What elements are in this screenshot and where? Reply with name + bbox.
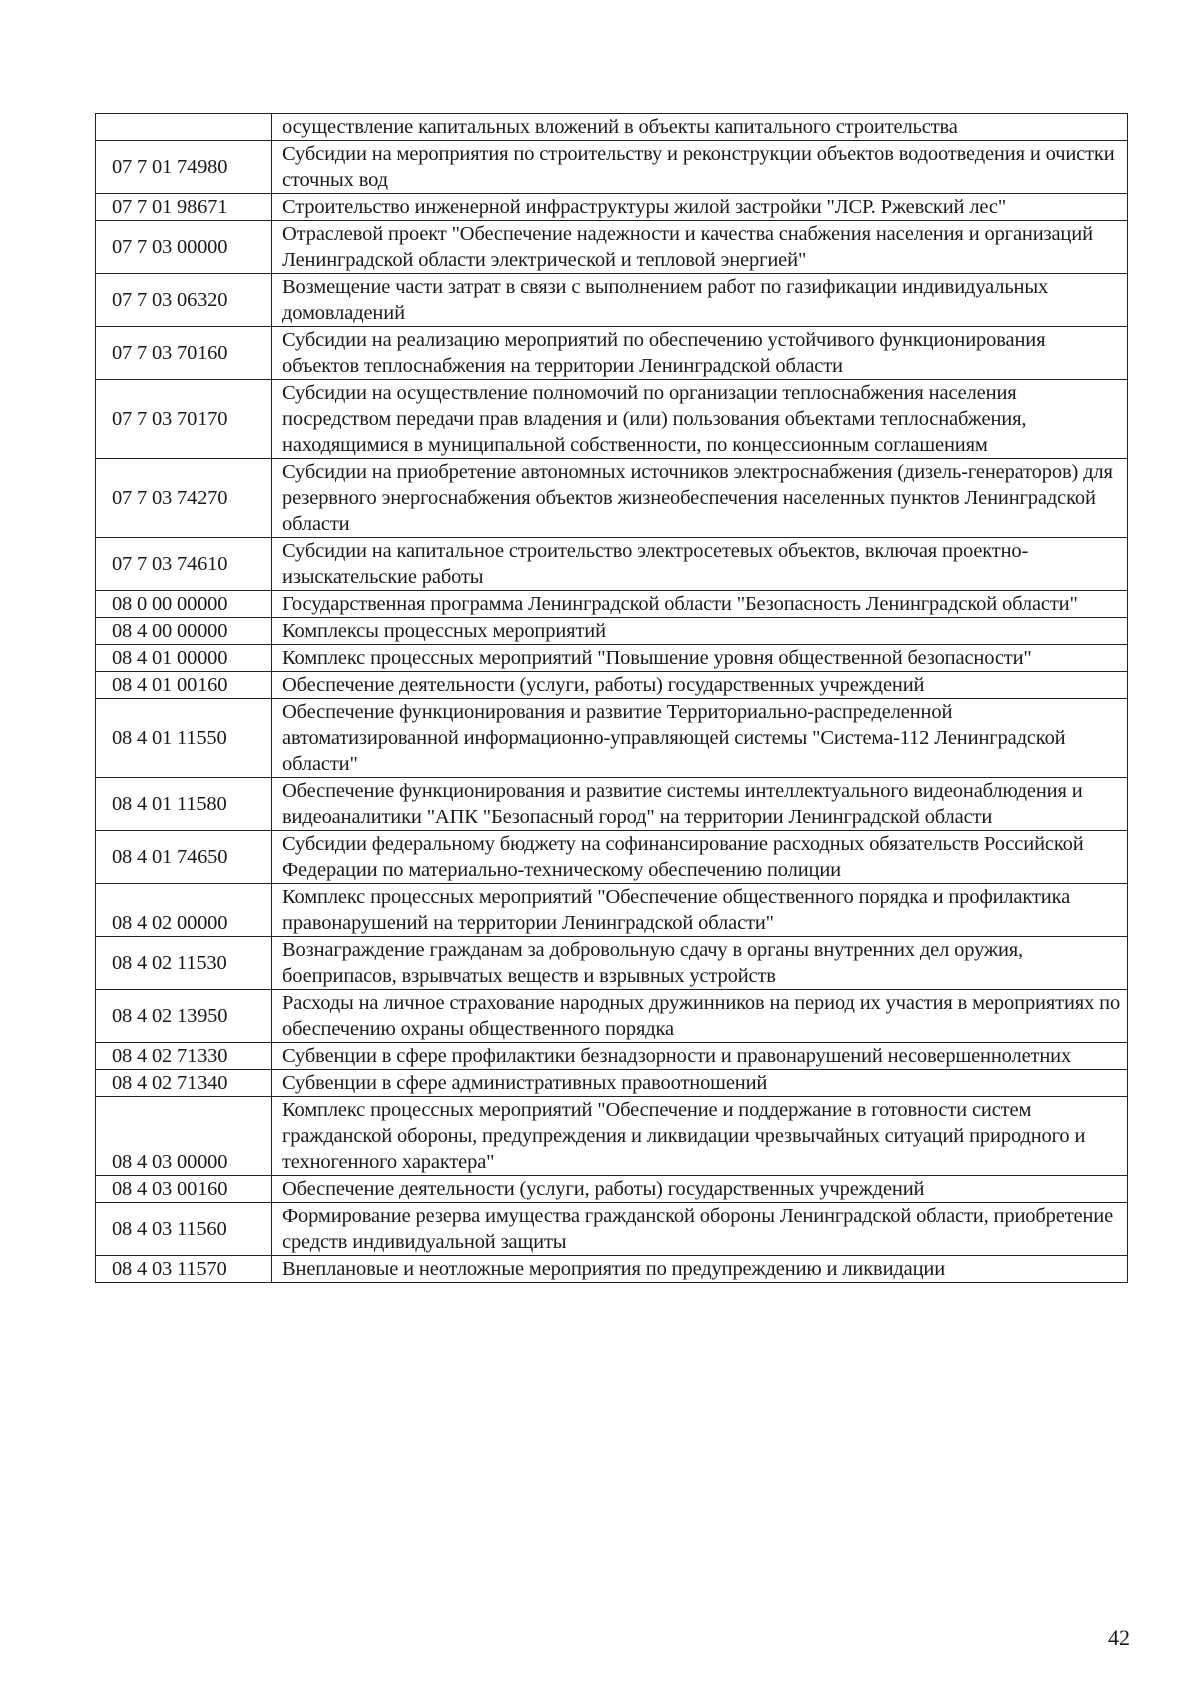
description-cell: Субсидии на осуществление полномочий по организации теплоснабжения населения посредством передачи прав владения и (или) пользования объектами теплоснабжения, находящимися в муниципальной собственности, по концессионным соглашениям — [272, 380, 1128, 459]
table-row — [96, 327, 1128, 380]
description-cell: Государственная программа Ленинградской области "Безопасность Ленинградской области" — [272, 591, 1128, 618]
table-row — [96, 380, 1128, 459]
code-cell: 07 7 01 98671 — [96, 194, 272, 221]
table-row — [96, 459, 1128, 538]
description-cell: Обеспечение деятельности (услуги, работы) государственных учреждений — [272, 672, 1128, 699]
code-cell: 08 4 01 00160 — [96, 672, 272, 699]
code-cell: 08 4 01 11550 — [96, 699, 272, 778]
description-cell: Расходы на личное страхование народных дружинников на период их участия в мероприятиях по обеспечению охраны общественного порядка — [272, 990, 1128, 1043]
description-cell: Комплекс процессных мероприятий "Повышение уровня общественной безопасности" — [272, 645, 1128, 672]
description-cell: Обеспечение функционирования и развитие системы интеллектуального видеонаблюдения и видеоаналитики "АПК "Безопасный город" на территории Ленинградской области — [272, 778, 1128, 831]
table-row — [96, 937, 1128, 990]
code-cell: 07 7 03 00000 — [96, 221, 272, 274]
description-cell: Субсидии на мероприятия по строительству и реконструкции объектов водоотведения и очистки сточных вод — [272, 141, 1128, 194]
table-row — [96, 1203, 1128, 1256]
description-cell: Обеспечение функционирования и развитие Территориально-распределенной автоматизированной информационно-управляющей системы "Система-112 Ленинградской области" — [272, 699, 1128, 778]
description-cell: Комплексы процессных мероприятий — [272, 618, 1128, 645]
code-cell: 08 4 02 71340 — [96, 1070, 272, 1097]
code-cell: 08 4 03 00160 — [96, 1176, 272, 1203]
code-cell: 08 4 02 71330 — [96, 1043, 272, 1070]
table-row — [96, 538, 1128, 591]
code-cell: 07 7 03 06320 — [96, 274, 272, 327]
budget-classification-table — [95, 113, 1128, 1283]
code-cell: 08 4 03 00000 — [96, 1097, 272, 1176]
table-row — [96, 831, 1128, 884]
code-cell: 08 4 00 00000 — [96, 618, 272, 645]
table-row — [96, 645, 1128, 672]
code-cell: 07 7 03 70160 — [96, 327, 272, 380]
table-row — [96, 194, 1128, 221]
description-cell: Субсидии на приобретение автономных источников электроснабжения (дизель-генераторов) для резервного энергоснабжения объектов жизнеобеспечения населенных пунктов Ленинградской области — [272, 459, 1128, 538]
table-row — [96, 221, 1128, 274]
description-cell: Субсидии на реализацию мероприятий по обеспечению устойчивого функционирования объектов теплоснабжения на территории Ленинградской области — [272, 327, 1128, 380]
description-cell: Внеплановые и неотложные мероприятия по предупреждению и ликвидации — [272, 1256, 1128, 1283]
table-row — [96, 699, 1128, 778]
table-row — [96, 1043, 1128, 1070]
description-cell: осуществление капитальных вложений в объекты капитального строительства — [272, 114, 1128, 141]
table-row — [96, 1097, 1128, 1176]
description-cell: Субсидии федеральному бюджету на софинансирование расходных обязательств Российской Федерации по материально-техническому обеспечению полиции — [272, 831, 1128, 884]
code-cell: 08 4 03 11560 — [96, 1203, 272, 1256]
code-cell: 07 7 01 74980 — [96, 141, 272, 194]
table-row — [96, 1176, 1128, 1203]
table-row — [96, 1070, 1128, 1097]
description-cell: Отраслевой проект "Обеспечение надежности и качества снабжения населения и организаций Ленинградской области электрической и тепловой энергией" — [272, 221, 1128, 274]
code-cell: 07 7 03 74270 — [96, 459, 272, 538]
code-cell: 08 4 01 11580 — [96, 778, 272, 831]
table-row — [96, 114, 1128, 141]
description-cell: Строительство инженерной инфраструктуры жилой застройки "ЛСР. Ржевский лес" — [272, 194, 1128, 221]
description-cell: Вознаграждение гражданам за добровольную сдачу в органы внутренних дел оружия, боеприпасов, взрывчатых веществ и взрывных устройств — [272, 937, 1128, 990]
description-cell: Комплекс процессных мероприятий "Обеспечение и поддержание в готовности систем гражданской обороны, предупреждения и ликвидации чрезвычайных ситуаций природного и техногенного характера" — [272, 1097, 1128, 1176]
table-row — [96, 618, 1128, 645]
code-cell: 08 0 00 00000 — [96, 591, 272, 618]
code-cell: 08 4 02 13950 — [96, 990, 272, 1043]
description-cell: Обеспечение деятельности (услуги, работы) государственных учреждений — [272, 1176, 1128, 1203]
description-cell: Субвенции в сфере профилактики безнадзорности и правонарушений несовершеннолетних — [272, 1043, 1128, 1070]
table-row — [96, 1256, 1128, 1283]
code-cell: 08 4 02 00000 — [96, 884, 272, 937]
table-row — [96, 274, 1128, 327]
code-cell: 08 4 02 11530 — [96, 937, 272, 990]
code-cell: 07 7 03 74610 — [96, 538, 272, 591]
table-row — [96, 990, 1128, 1043]
code-cell: 08 4 01 00000 — [96, 645, 272, 672]
code-cell — [96, 114, 272, 141]
description-cell: Формирование резерва имущества гражданской обороны Ленинградской области, приобретение средств индивидуальной защиты — [272, 1203, 1128, 1256]
description-cell: Комплекс процессных мероприятий "Обеспечение общественного порядка и профилактика правонарушений на территории Ленинградской области" — [272, 884, 1128, 937]
table-row — [96, 141, 1128, 194]
table-row — [96, 672, 1128, 699]
page-number: 42 — [1108, 1625, 1130, 1650]
table-row — [96, 778, 1128, 831]
table-row — [96, 591, 1128, 618]
code-cell: 07 7 03 70170 — [96, 380, 272, 459]
description-cell: Возмещение части затрат в связи с выполнением работ по газификации индивидуальных домовладений — [272, 274, 1128, 327]
code-cell: 08 4 01 74650 — [96, 831, 272, 884]
code-cell: 08 4 03 11570 — [96, 1256, 272, 1283]
description-cell: Субсидии на капитальное строительство электросетевых объектов, включая проектно-изыскательские работы — [272, 538, 1128, 591]
description-cell: Субвенции в сфере административных правоотношений — [272, 1070, 1128, 1097]
table-row — [96, 884, 1128, 937]
